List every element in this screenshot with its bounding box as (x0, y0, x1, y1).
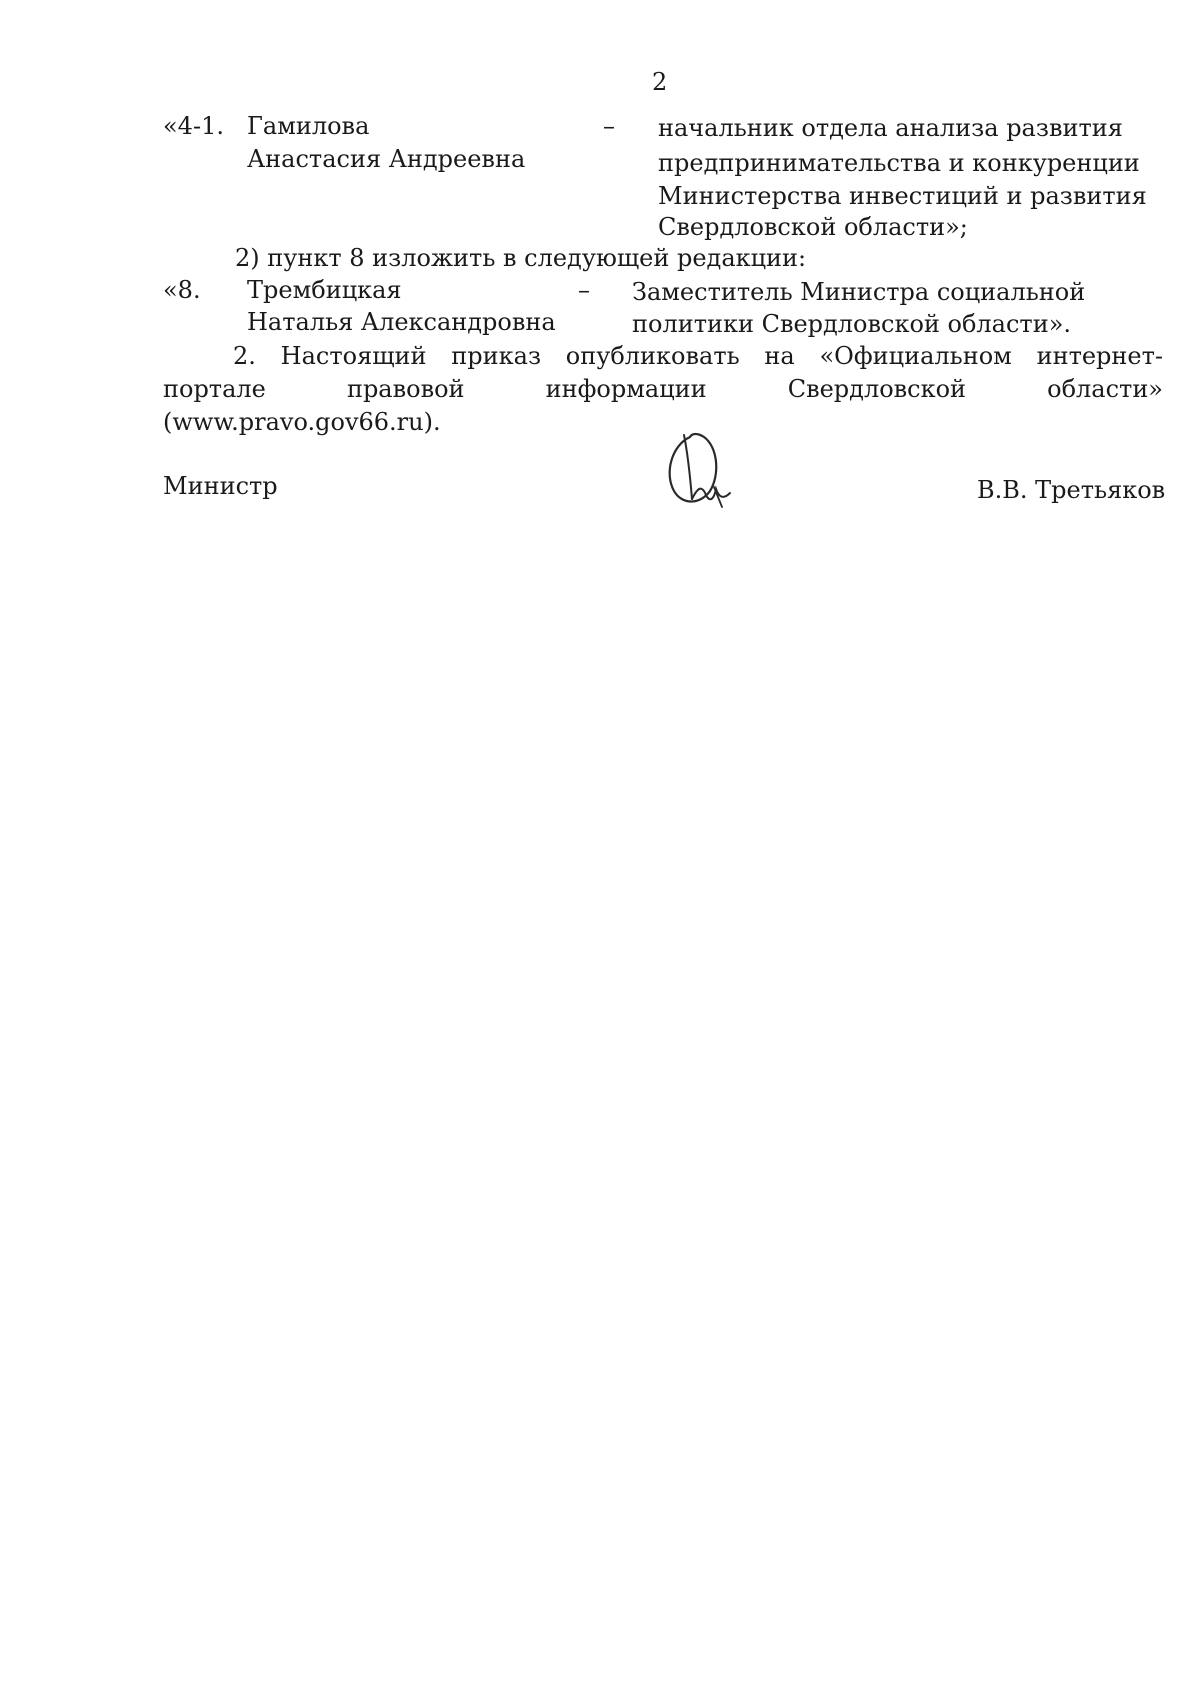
entry-surname: Трембицкая (247, 276, 402, 304)
entry-given-names: Анастасия Андреевна (247, 145, 526, 173)
entry-position-line: предпринимательства и конкуренции (658, 149, 1140, 177)
page-number: 2 (652, 68, 668, 96)
entry-dash: – (603, 112, 615, 140)
entry-position-line: Министерства инвестиций и развития (658, 182, 1147, 210)
entry-position-line: начальник отдела анализа развития (658, 114, 1123, 142)
signatory-title: Министр (163, 472, 278, 500)
entry-given-names: Наталья Александровна (247, 308, 556, 336)
handwritten-signature (660, 425, 740, 515)
entry-surname: Гамилова (247, 112, 370, 140)
entry-number: «4-1. (163, 112, 224, 140)
paragraph-publication: 2. Настоящий приказ опубликовать на «Официальном интернет-портале правовой информации Свердловской области» (www.pravo.gov66.ru). (163, 342, 1163, 436)
entry-number: «8. (163, 276, 201, 304)
entry-position-line: Заместитель Министра социальной (632, 278, 1086, 306)
paragraph-item-intro: 2) пункт 8 изложить в следующей редакции: (235, 244, 807, 272)
signatory-name: В.В. Третьяков (977, 476, 1166, 504)
entry-dash: – (578, 276, 590, 304)
entry-position-line: политики Свердловской области». (632, 310, 1072, 338)
entry-position-line: Свердловской области»; (658, 213, 968, 241)
